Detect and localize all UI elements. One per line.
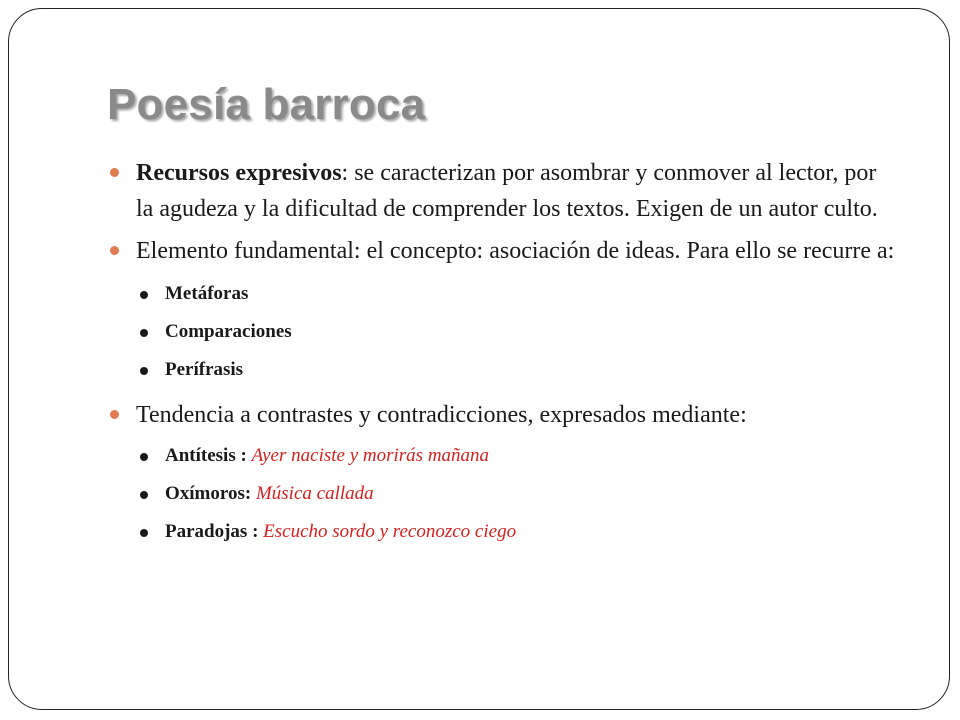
bullet-dot — [110, 246, 119, 255]
slide-title: Poesía barroca — [107, 80, 426, 129]
subitem-paradojas — [136, 519, 898, 545]
bullet-recursos-expresivos — [108, 155, 898, 227]
bullet-dot — [140, 329, 148, 337]
subitem-comparaciones — [136, 319, 898, 345]
bullet-text: Elemento fundamental: el concepto: asociación de ideas. Para ello se recurre a: — [136, 238, 895, 264]
bullet-dot — [140, 367, 148, 375]
subitem-metaforas — [136, 281, 898, 307]
bullet-text: : se caracterizan por asombrar y conmover al lector, por la agudeza y la dificultad de comprender los textos. Exigen de un autor culto. — [136, 160, 878, 222]
subitem-label: Oxímoros: — [165, 483, 256, 504]
subitem-example: Escucho sordo y reconozco ciego — [263, 521, 517, 542]
bullet-dot — [110, 410, 119, 419]
bullet-dot — [110, 168, 119, 177]
slide-content — [108, 155, 898, 557]
subitem-perifrasis — [136, 357, 898, 383]
bullet-lead: Recursos expresivos — [136, 160, 342, 186]
bullet-text: Tendencia a contrastes y contradicciones, expresados mediante: — [136, 402, 747, 428]
subitem-example: Música callada — [255, 483, 374, 504]
subitem-label: Metáforas — [165, 283, 249, 304]
bullet-dot — [140, 491, 148, 499]
subitem-label: Comparaciones — [165, 321, 292, 342]
bullet-elemento-fundamental — [108, 233, 898, 269]
subitem-example: Ayer naciste y morirás mañana — [251, 445, 490, 466]
bullet-dot — [140, 529, 148, 537]
subitem-oximoros — [136, 481, 898, 507]
bullet-dot — [140, 291, 148, 299]
bullet-dot — [140, 453, 148, 461]
bullet-tendencia-contrastes — [108, 397, 898, 433]
subitem-label: Antítesis : — [165, 445, 252, 466]
subitem-label: Perífrasis — [165, 359, 244, 380]
subitem-label: Paradojas : — [165, 521, 264, 542]
subitem-antitesis — [136, 443, 898, 469]
